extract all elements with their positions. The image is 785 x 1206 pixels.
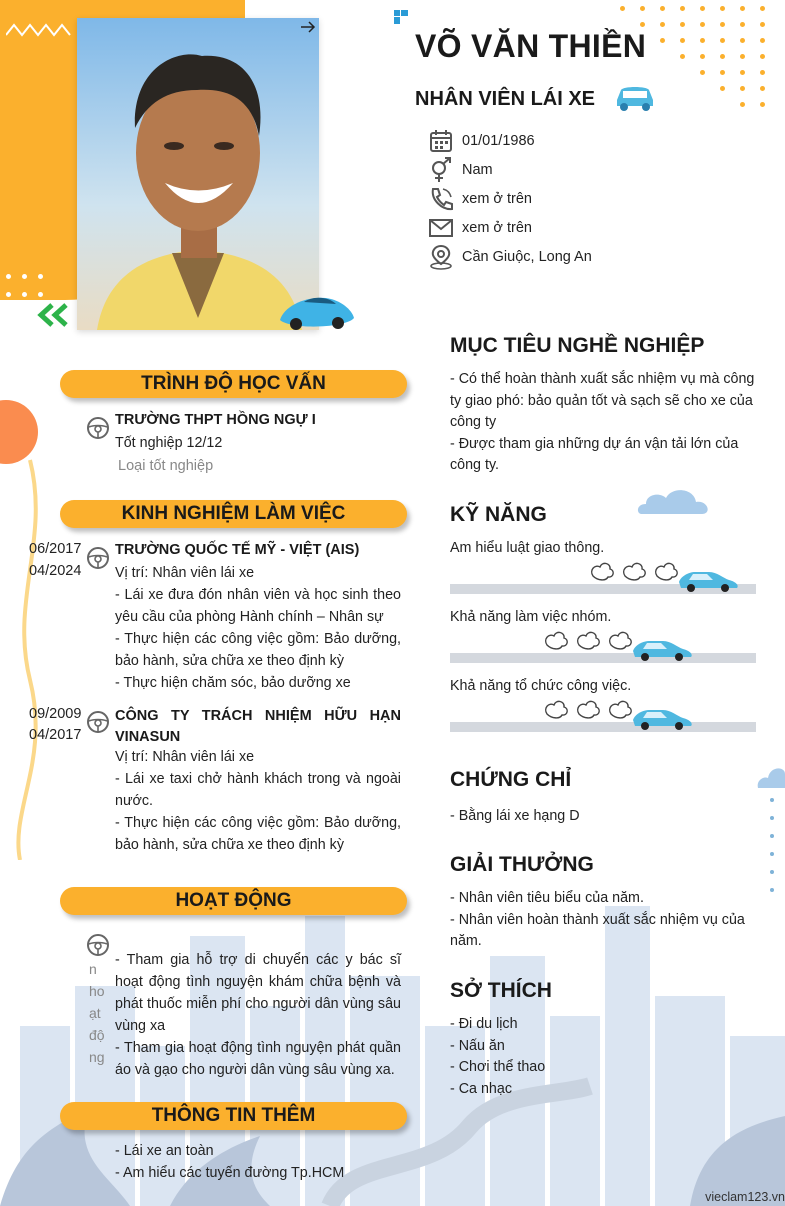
- watermark: vieclam123.vn: [705, 1190, 785, 1204]
- skill-car-level: [589, 560, 741, 592]
- calendar-icon: [428, 128, 454, 154]
- skills-heading: KỸ NĂNG: [450, 503, 547, 526]
- decorative-cloud-dots: [756, 760, 785, 900]
- email-text: xem ở trên: [462, 220, 532, 236]
- activities-side-label: [89, 958, 105, 1068]
- exp2-date-to: 04/2017: [29, 727, 82, 743]
- decorative-wave: [0, 380, 60, 860]
- more-info-list: [115, 1140, 401, 1184]
- activity-line: - Tham gia hỗ trợ di chuyển các y bác sĩ hoạt động tình nguyện khám chữa bệnh và phát thuốc miễn phí cho người dân vùng sâu vùng xa: [115, 952, 401, 1034]
- skill-label: Khả năng làm việc nhóm.: [450, 609, 612, 625]
- cloud-icon: [636, 486, 712, 516]
- hobbies-list: [450, 1014, 760, 1100]
- exp1-company: TRƯỜNG QUỐC TẾ MỸ - VIỆT (AIS): [115, 542, 360, 558]
- exp2-line: - Lái xe taxi chở hành khách trong và ngoài nước.: [115, 771, 401, 809]
- education-detail: Tốt nghiệp 12/12: [115, 435, 223, 451]
- objective-line: - Có thể hoàn thành xuất sắc nhiệm vụ mà công ty giao phó: bảo quản tốt và sạch sẽ cho xe của công ty: [450, 371, 755, 430]
- more-info-heading: THÔNG TIN THÊM: [60, 1102, 407, 1130]
- skill-label: Khả năng tổ chức công việc.: [450, 678, 632, 694]
- education-school: TRƯỜNG THPT HỒNG NGỰ I: [115, 412, 316, 428]
- info-email: [428, 215, 532, 241]
- exp1-line: - Lái xe đưa đón nhân viên và học sinh theo yêu cầu của phòng Hành chính – Nhân sự: [115, 587, 401, 625]
- exp1-line: - Thực hiện các công việc gồm: Bảo dưỡng, bảo hành, sửa chữa xe theo định kỳ: [115, 631, 401, 669]
- side-fragment: ng: [89, 1049, 105, 1065]
- exp2-date-from: 09/2009: [29, 706, 82, 722]
- logo-icon: [392, 8, 410, 26]
- steering-wheel-icon: [86, 710, 110, 734]
- education-grade: Loại tốt nghiệp: [118, 458, 214, 474]
- candidate-name: VÕ VĂN THIỀN: [415, 28, 647, 64]
- info-phone: [428, 186, 532, 212]
- hobby-line: - Ca nhạc: [450, 1080, 512, 1097]
- sports-car-icon: [276, 288, 356, 334]
- steering-wheel-icon: [86, 933, 110, 957]
- side-fragment: ạt: [89, 1005, 101, 1021]
- address-text: Cần Giuộc, Long An: [462, 249, 592, 265]
- side-fragment: ho: [89, 983, 105, 999]
- skill-label: Am hiểu luật giao thông.: [450, 540, 605, 556]
- activity-line: - Tham gia hoạt động tình nguyện phát quần áo và gạo cho người dân vùng sâu vùng xa.: [115, 1040, 401, 1078]
- location-icon: [428, 244, 454, 270]
- side-fragment: độ: [89, 1027, 105, 1043]
- decorative-zigzag: [6, 20, 76, 40]
- steering-wheel-icon: [86, 416, 110, 440]
- exp1-line: Vị trí: Nhân viên lái xe: [115, 565, 255, 581]
- hobby-line: - Đi du lịch: [450, 1016, 518, 1032]
- side-fragment: n: [89, 961, 97, 977]
- mail-icon: [428, 215, 454, 241]
- certificate-line: - Bằng lái xe hạng D: [450, 808, 580, 824]
- activities-heading: HOẠT ĐỘNG: [60, 887, 407, 915]
- exp1-date-to: 04/2024: [29, 563, 82, 579]
- hobby-line: - Chơi thể thao: [450, 1059, 546, 1075]
- award-line: - Nhân viên hoàn thành xuất sắc nhiệm vụ của năm.: [450, 911, 745, 949]
- exp2-description: [115, 746, 401, 856]
- education-heading: TRÌNH ĐỘ HỌC VẤN: [60, 370, 407, 398]
- certificates-list: [450, 806, 760, 828]
- experience-heading: KINH NGHIỆM LÀM VIỆC: [60, 500, 407, 528]
- exp2-company: CÔNG TY TRÁCH NHIỆM HỮU HẠN VINASUN: [115, 708, 401, 745]
- awards-list: [450, 888, 760, 953]
- exp2-line: Vị trí: Nhân viên lái xe: [115, 749, 255, 765]
- steering-wheel-icon: [86, 546, 110, 570]
- awards-heading: GIẢI THƯỞNG: [450, 853, 594, 876]
- info-gender: [428, 157, 493, 183]
- exp2-line: - Thực hiện các công việc gồm: Bảo dưỡng, bảo hành, sửa chữa xe theo định kỳ: [115, 815, 401, 853]
- candidate-position: NHÂN VIÊN LÁI XE: [415, 88, 596, 110]
- profile-photo: [77, 18, 319, 330]
- activities-description: [115, 949, 401, 1081]
- hobby-line: - Nấu ăn: [450, 1037, 505, 1054]
- skill-car-level: [543, 629, 695, 661]
- exp1-description: [115, 562, 401, 694]
- gender-text: Nam: [462, 162, 493, 178]
- info-address: [428, 244, 592, 270]
- objective-line: - Được tham gia những dự án vận tải lớn của công ty.: [450, 435, 739, 473]
- arrow-right-icon: [300, 20, 316, 34]
- dob-text: 01/01/1986: [462, 133, 535, 149]
- info-dob: [428, 128, 535, 154]
- gender-icon: [428, 157, 454, 183]
- certificates-heading: CHỨNG CHỈ: [450, 768, 572, 791]
- more-info-line: - Am hiểu các tuyến đường Tp.HCM: [115, 1165, 345, 1181]
- chevron-left-icon: [36, 302, 72, 328]
- phone-text: xem ở trên: [462, 191, 532, 207]
- skill-car-level: [543, 698, 695, 730]
- exp1-date-from: 06/2017: [29, 541, 82, 557]
- hobbies-heading: SỞ THÍCH: [450, 979, 552, 1002]
- award-line: - Nhân viên tiêu biểu của năm.: [450, 890, 644, 906]
- exp1-line: - Thực hiện chăm sóc, bảo dưỡng xe: [115, 675, 351, 691]
- objective-text: [450, 369, 760, 477]
- more-info-line: - Lái xe an toàn: [115, 1143, 214, 1159]
- objective-heading: MỤC TIÊU NGHỀ NGHIỆP: [450, 334, 705, 357]
- phone-icon: [428, 186, 454, 212]
- car-icon: [613, 82, 657, 112]
